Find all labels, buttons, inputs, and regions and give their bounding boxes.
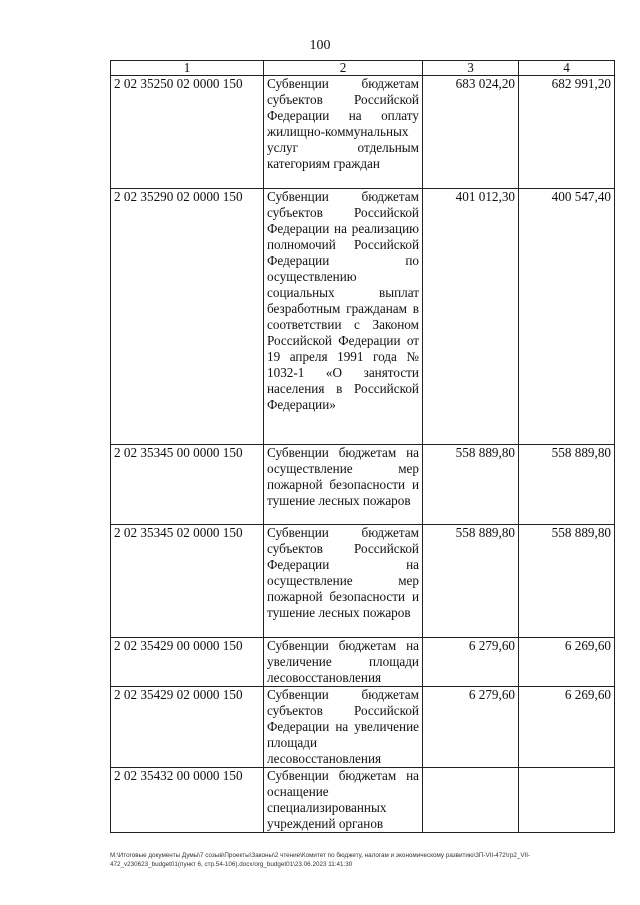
description-cell: Субвенции бюджетам субъектов Российской Федерации на реализацию полномочий Российской Федерации по осуществлению социальных выплат безработным гражданам в соответствии с Законом Российской Федерации от 19 апреля 1991 года № 1032-1 «О занятости населения в Российской Федерации» xyxy=(264,189,423,445)
amount-col4-cell: 6 269,60 xyxy=(519,687,615,768)
amount-col4-cell xyxy=(519,768,615,833)
table-row xyxy=(111,768,615,833)
budget-code-cell: 2 02 35250 02 0000 150 xyxy=(111,76,264,189)
amount-col4-cell: 400 547,40 xyxy=(519,189,615,445)
amount-col3-cell: 558 889,80 xyxy=(423,525,519,638)
amount-col3-cell: 6 279,60 xyxy=(423,638,519,687)
amount-col3-cell: 683 024,20 xyxy=(423,76,519,189)
amount-col4-cell: 6 269,60 xyxy=(519,638,615,687)
header-cell-1: 1 xyxy=(111,61,264,76)
budget-code-cell: 2 02 35429 00 0000 150 xyxy=(111,638,264,687)
budget-code-cell: 2 02 35345 00 0000 150 xyxy=(111,445,264,525)
amount-col4-cell: 558 889,80 xyxy=(519,445,615,525)
header-cell-3: 3 xyxy=(423,61,519,76)
amount-col3-cell: 6 279,60 xyxy=(423,687,519,768)
header-cell-2: 2 xyxy=(264,61,423,76)
table-row xyxy=(111,189,615,445)
table-row xyxy=(111,525,615,638)
description-cell: Субвенции бюджетам субъектов Российской Федерации на осуществление мер пожарной безопасности и тушение лесных пожаров xyxy=(264,525,423,638)
table-row xyxy=(111,76,615,189)
amount-col4-cell: 682 991,20 xyxy=(519,76,615,189)
amount-col3-cell xyxy=(423,768,519,833)
description-cell: Субвенции бюджетам субъектов Российской Федерации на увеличение площади лесовосстановления xyxy=(264,687,423,768)
description-cell: Субвенции бюджетам субъектов Российской Федерации на оплату жилищно-коммунальных услуг отдельным категориям граждан xyxy=(264,76,423,189)
budget-code-cell: 2 02 35432 00 0000 150 xyxy=(111,768,264,833)
amount-col3-cell: 558 889,80 xyxy=(423,445,519,525)
budget-code-cell: 2 02 35345 02 0000 150 xyxy=(111,525,264,638)
table-row xyxy=(111,687,615,768)
amount-col4-cell: 558 889,80 xyxy=(519,525,615,638)
table-header-row xyxy=(111,61,615,76)
budget-code-cell: 2 02 35290 02 0000 150 xyxy=(111,189,264,445)
table-row xyxy=(111,445,615,525)
amount-col3-cell: 401 012,30 xyxy=(423,189,519,445)
document-path-footer: М:\Итоговые документы Думы\7 созыв\Проекты\Законы\2 чтение\Комитет по бюджету, налогам и экономическому развитию\3П-VII-472\гр2_VII-472_v230623_budget01(пункт 6, стр.54-106).docx/org_budget01\23.06.2023 11:41:30 xyxy=(110,852,531,868)
header-cell-4: 4 xyxy=(519,61,615,76)
description-cell: Субвенции бюджетам на оснащение специализированных учреждений органов xyxy=(264,768,423,833)
description-cell: Субвенции бюджетам на увеличение площади лесовосстановления xyxy=(264,638,423,687)
page-number: 100 xyxy=(309,38,331,53)
budget-code-cell: 2 02 35429 02 0000 150 xyxy=(111,687,264,768)
table-row xyxy=(111,638,615,687)
description-cell: Субвенции бюджетам на осуществление мер пожарной безопасности и тушение лесных пожаров xyxy=(264,445,423,525)
budget-table xyxy=(110,60,615,833)
